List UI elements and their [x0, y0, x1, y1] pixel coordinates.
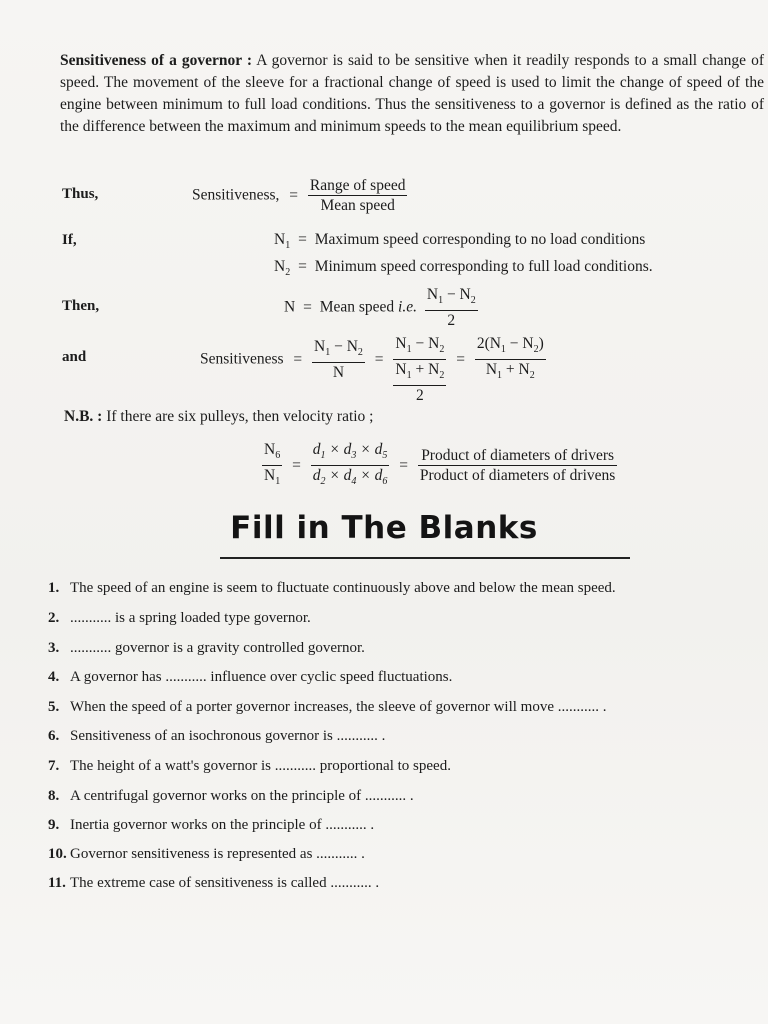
question-3	[48, 640, 365, 657]
section-title: Fill in The Blanks	[230, 510, 538, 546]
question-4	[48, 669, 452, 686]
n-symbol: N	[284, 298, 296, 316]
question-number: 10.	[48, 846, 67, 862]
question-text: The height of a watt's governor is ........... proportional to speed.	[70, 758, 451, 774]
question-text: Sensitiveness of an isochronous governor is ........... .	[70, 728, 386, 744]
nb-label: N.B. :	[64, 408, 103, 425]
question-6	[48, 728, 385, 745]
question-8	[48, 788, 414, 805]
sens-fraction	[308, 176, 408, 215]
sens-numerator: Range of speed	[309, 177, 406, 194]
sens2-name: Sensitiveness	[200, 350, 284, 368]
question-number: 3.	[48, 640, 60, 656]
sens2-frac1: $\frac{N_1 - N_2}{N}$	[314, 338, 363, 382]
velocity-ratio-formula: $\frac{N_6}{N_1}$ = $\frac{d_1 \times d_3 \times d_5}{d_2 \times d_4 \times d_6}$ = $\frac{\text{Product of diameters of drivers}}{\text{Product of diameters of drivens}}$	[262, 440, 617, 491]
question-text: A governor has ........... influence over cyclic speed fluctuations.	[70, 669, 453, 685]
sens2-frac2: $N_1 - N_2$ $N_1 + N_2$ 2	[395, 335, 445, 405]
mean-speed-text: Mean speed	[319, 298, 395, 316]
n2-subscript: 2	[285, 267, 291, 279]
sens-denominator: Mean speed	[320, 197, 395, 214]
vr-frac3	[418, 446, 617, 485]
question-9	[48, 817, 374, 834]
if-label: If,	[62, 232, 77, 248]
sens2-frac3: $\frac{2(N_1 - N_2)}{N_1 + N_2}$	[476, 335, 544, 382]
question-number: 1.	[48, 580, 60, 596]
question-text: The extreme case of sensitiveness is called ........... .	[70, 875, 380, 891]
nb-note	[64, 408, 374, 426]
question-text: Governor sensitiveness is represented as ........... .	[70, 846, 365, 862]
question-2	[48, 610, 311, 627]
title-underline	[220, 557, 630, 559]
question-text: A centrifugal governor works on the principle of ........... .	[70, 788, 414, 804]
question-text: The speed of an engine is seem to fluctuate continuously above and below the mean speed.	[70, 580, 616, 596]
vr-drivens: Product of diameters of drivens	[419, 467, 616, 485]
vr-frac2: $\frac{d_1 \times d_3 \times d_5}{d_2 \times d_4 \times d_6}$	[312, 441, 388, 488]
n2-definition: $N_2$ = Minimum speed corresponding to full load conditions.	[274, 258, 653, 279]
intro-paragraph	[60, 50, 764, 138]
and-label: and	[62, 349, 87, 365]
sensitiveness-formula: Sensitiveness, = $\frac{\text{Range of speed}}{\text{Mean speed}}$	[192, 177, 406, 214]
question-text: ........... governor is a gravity controlled governor.	[70, 640, 365, 656]
thus-label: Thus,	[62, 186, 99, 202]
nb-text: If there are six pulleys, then velocity ratio ;	[106, 408, 374, 425]
n1-subscript: 1	[285, 240, 291, 252]
question-number: 6.	[48, 728, 60, 744]
question-number: 7.	[48, 758, 60, 774]
mean-speed-formula: N = Mean speed i.e. $\frac{N_1 - N_2}{2}$	[284, 286, 476, 330]
n1-text: Maximum speed corresponding to no load conditions	[314, 231, 646, 248]
then-label: Then,	[62, 298, 100, 314]
sensitiveness-expansion: Sensitiveness = $\frac{N_1 - N_2}{N}$ = $N_1 - N_2$ $N_1 + N_2$ 2 = $\frac{2(N_1 - N_2)}{N_1 + N_2}$	[200, 335, 544, 405]
n1-symbol: N	[274, 231, 286, 248]
n2-text: Minimum speed corresponding to full load conditions.	[314, 258, 653, 275]
question-5	[48, 699, 606, 716]
question-number: 8.	[48, 788, 60, 804]
ie-text: i.e.	[398, 298, 417, 316]
question-text: Inertia governor works on the principle of ........... .	[70, 817, 375, 833]
n1-definition: $N_1$ = Maximum speed corresponding to no load conditions	[274, 231, 646, 252]
question-10	[48, 846, 365, 863]
question-number: 9.	[48, 817, 60, 833]
vr-frac1: $\frac{N_6}{N_1}$	[264, 441, 281, 488]
n2-symbol: N	[274, 258, 286, 275]
question-text: ........... is a spring loaded type governor.	[70, 610, 311, 626]
vr-drivers: Product of diameters of drivers	[418, 446, 617, 466]
question-text: When the speed of a porter governor increases, the sleeve of governor will move ........... .	[70, 699, 607, 715]
intro-term: Sensitiveness of a governor :	[60, 52, 253, 69]
question-number: 11.	[48, 875, 66, 891]
mean-denominator: 2	[447, 312, 456, 330]
question-number: 5.	[48, 699, 60, 715]
question-7	[48, 758, 451, 775]
mean-fraction	[425, 285, 478, 330]
question-number: 2.	[48, 610, 60, 626]
intro-text: A governor is said to be sensitive when it readily responds to a small change of speed. The movement of the sleeve for a fractional change of speed is used to limit the change of speed of the engine between minimum to full load conditions. Thus the sensitiveness to a governor is defined as the ratio of the difference between the maximum and minimum speeds to the mean equilibrium speed.	[60, 52, 764, 135]
question-1	[48, 580, 616, 597]
question-number: 4.	[48, 669, 60, 685]
question-11	[48, 875, 379, 892]
sens-name: Sensitiveness,	[192, 186, 280, 204]
mean-numerator: $N_1 - N_2$	[425, 285, 478, 311]
